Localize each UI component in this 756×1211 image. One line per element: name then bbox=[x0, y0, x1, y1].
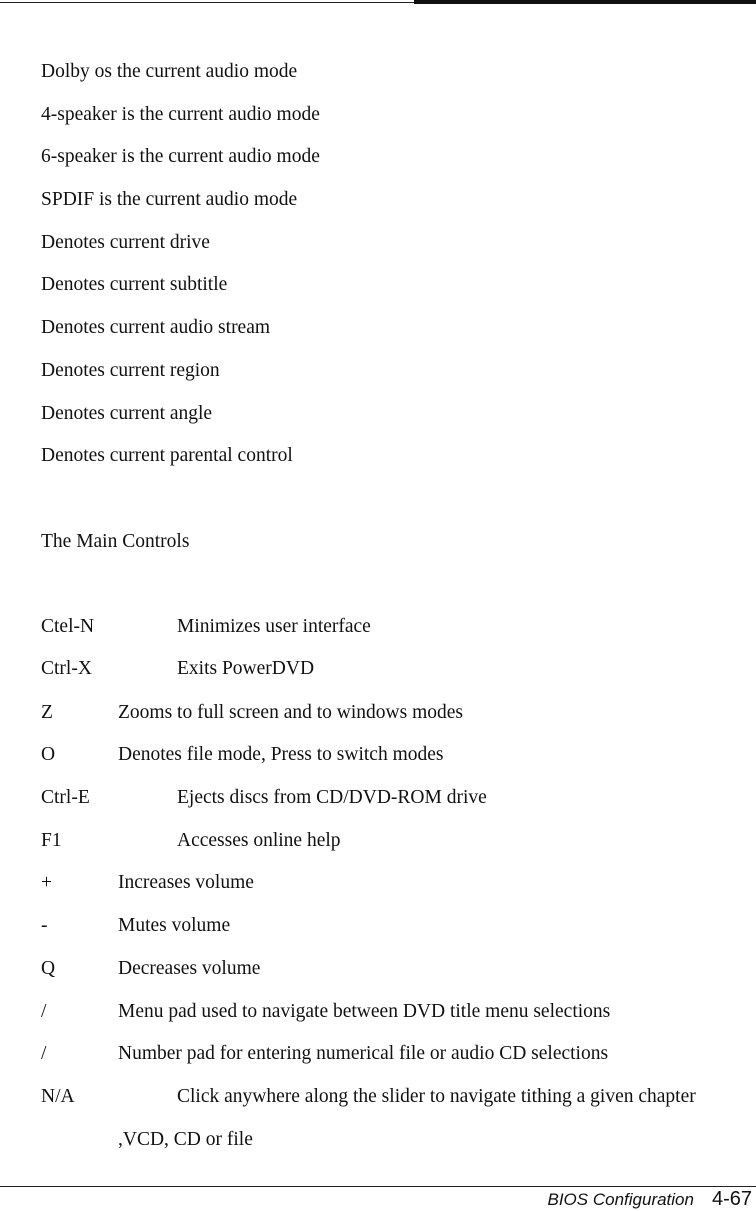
indicator-line: Denotes current angle bbox=[41, 403, 213, 424]
header-rule-bold bbox=[414, 0, 756, 4]
footer-rule bbox=[0, 1186, 756, 1187]
indicator-line: Denotes current drive bbox=[41, 232, 210, 253]
control-key: F1 bbox=[41, 830, 62, 851]
indicator-line: Dolby os the current audio mode bbox=[41, 61, 298, 82]
control-desc: Menu pad used to navigate between DVD title menu selections bbox=[118, 1001, 611, 1022]
control-key: Ctel-N bbox=[41, 616, 95, 637]
control-key: / bbox=[41, 1043, 47, 1064]
control-desc: Exits PowerDVD bbox=[177, 658, 315, 679]
control-desc-continuation: ,VCD, CD or file bbox=[118, 1129, 253, 1150]
indicator-line: Denotes current audio stream bbox=[41, 317, 271, 338]
indicator-line: 6-speaker is the current audio mode bbox=[41, 146, 320, 167]
control-desc: Click anywhere along the slider to navigate tithing a given chapter bbox=[177, 1086, 696, 1107]
section-title: The Main Controls bbox=[41, 531, 190, 552]
header-rule bbox=[0, 2, 414, 3]
indicator-line: SPDIF is the current audio mode bbox=[41, 189, 298, 210]
control-key: Q bbox=[41, 958, 56, 979]
control-desc: Decreases volume bbox=[118, 958, 261, 979]
control-key: + bbox=[41, 872, 52, 893]
indicator-line: Denotes current parental control bbox=[41, 445, 293, 466]
control-key: - bbox=[41, 915, 48, 936]
page-footer bbox=[548, 1188, 753, 1211]
control-desc: Minimizes user interface bbox=[177, 616, 371, 637]
indicator-line: Denotes current region bbox=[41, 360, 220, 381]
control-desc: Number pad for entering numerical file or audio CD selections bbox=[118, 1043, 609, 1064]
control-desc: Zooms to full screen and to windows modes bbox=[118, 702, 463, 723]
indicator-line: 4-speaker is the current audio mode bbox=[41, 104, 320, 125]
control-key: Ctrl-E bbox=[41, 787, 90, 808]
control-desc: Ejects discs from CD/DVD-ROM drive bbox=[177, 787, 487, 808]
indicator-line: Denotes current subtitle bbox=[41, 274, 228, 295]
control-desc: Increases volume bbox=[118, 872, 254, 893]
control-desc: Accesses online help bbox=[177, 830, 341, 851]
control-desc: Denotes file mode, Press to switch modes bbox=[118, 744, 444, 765]
control-key: Ctrl-X bbox=[41, 658, 92, 679]
control-key: / bbox=[41, 1001, 47, 1022]
control-key: O bbox=[41, 744, 56, 765]
page-number: 4-67 bbox=[711, 1188, 752, 1210]
footer-section-title: BIOS Configuration bbox=[547, 1190, 694, 1209]
control-key: Z bbox=[41, 702, 53, 723]
control-key: N/A bbox=[41, 1086, 75, 1107]
control-desc: Mutes volume bbox=[118, 915, 231, 936]
